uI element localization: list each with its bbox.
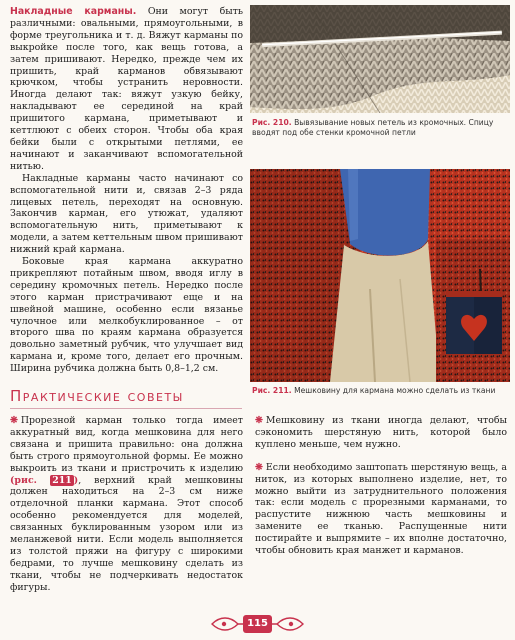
star-bullet-icon: ❋ [10, 415, 18, 426]
paragraph-overlay-pockets [10, 6, 243, 173]
page-number: 115 [243, 615, 272, 633]
paragraph-overlay-start: Накладные карманы часто начинают со вспомогательной нити и, связав 2–3 ряда лицевых петель, переходят на основную. Закончив карман, его утюжат, удаляют вспомогательную нить, приметывают к модели, а затем кеттельным швом пришивают нижний край кармана. [10, 172, 243, 256]
figure-211-photo [250, 169, 510, 382]
subheading-overlay-pockets: Накладные карманы. [10, 6, 137, 17]
figure-211-caption [252, 386, 507, 396]
figure-reference-open: (рис. [10, 474, 51, 486]
section-divider [10, 408, 242, 409]
tips-column-left [10, 415, 243, 594]
section-title: Практические советы [10, 387, 184, 405]
tip-item [255, 462, 507, 557]
figure-reference-close: ) [73, 474, 79, 486]
tip-item [255, 415, 507, 451]
knitting-closeup-image [250, 5, 510, 113]
figure-210-caption [252, 118, 507, 137]
paragraph-side-edges: Боковые края кармана аккуратно прикрепляют потайным швом, вводя иглу в середину кромочных петель. Нередко после этого карман пристрачивают еще и на швейной машине, особенно если вязанье чулочное или мелкобуклированное – от второго шва по краям кармана образуется довольно заметный рубчик, что улучшает вид кармана и, кроме того, делает его прочным. Ширина рубчика должна быть 0,8–1,2 см. [10, 256, 243, 375]
figure-210-text: Вывязывание новых петель из кромочных. Спицу вводят под обе стенки кромочной петли [252, 118, 494, 137]
tip-text: Если необходимо заштопать шерстяную вещь, а ниток, из которых выполнено изделие, нет, то можно выйти из затруднительного положения так: если модель с прорезными карманами, то распустите нижнюю часть мешковины и замените ее тканью. Распущенные нити постирайте и выпрямите – их вполне достаточно, чтобы обновить края манжет и карманов. [255, 461, 507, 557]
figure-reference-link[interactable]: 211 [52, 474, 72, 486]
tips-column-right [255, 415, 507, 557]
star-bullet-icon: ❋ [255, 415, 263, 426]
paragraph-text: Они могут быть различными: овальными, прямоугольными, в форме треугольника и т. д. Вяжут карманы по выкройке после того, как вещь готова, а затем пришивают. Нередко, прежде чем их пришить, край карманов обвязывают крючком, чтобы устранить неровности. Иногда делают так: вяжут узкую бейку, накладывают ее серединой на край пришитого кармана, приметывают и кеттлюют с обеих сторон. Чтобы оба края бейки были с открытыми петлями, ее начинают и заканчивают вспомогательной нитью. [10, 6, 243, 172]
figure-210-number: Рис. 210. [252, 118, 292, 127]
tip-text: , верхний край мешковины должен находиться на 2–3 см ниже отделочной планки кармана. Этот способ особенно рекомендуется для моделей, связанных буклированным узором или из меланжевой нити. Если модель выполняется из толстой пряжи на фигуру с широкими бедрами, то лучше мешковину сделать из ткани, чтобы не подчеркивать недостаток фигуры. [10, 474, 243, 593]
tip-text: Мешковину из ткани иногда делают, чтобы сэкономить шерстяную нить, которой было куплено меньше, чем нужно. [255, 415, 507, 450]
page-number-ornament [210, 612, 305, 636]
tip-text: Прорезной карман только тогда имеет аккуратный вид, когда мешковина для него связана и пришита правильно: она должна быть строго прямоугольной формы. Ее можно выкроить из ткани и пристрочить к изделию [10, 415, 243, 474]
star-bullet-icon: ❋ [255, 461, 263, 473]
tip-item [10, 415, 243, 594]
figure-211-text: Мешковину для кармана можно сделать из ткани [291, 386, 496, 395]
main-text-column [10, 6, 243, 375]
figure-211-number: Рис. 211. [252, 386, 292, 395]
figure-210-photo [250, 5, 510, 113]
cardigan-pocket-image [250, 169, 510, 382]
